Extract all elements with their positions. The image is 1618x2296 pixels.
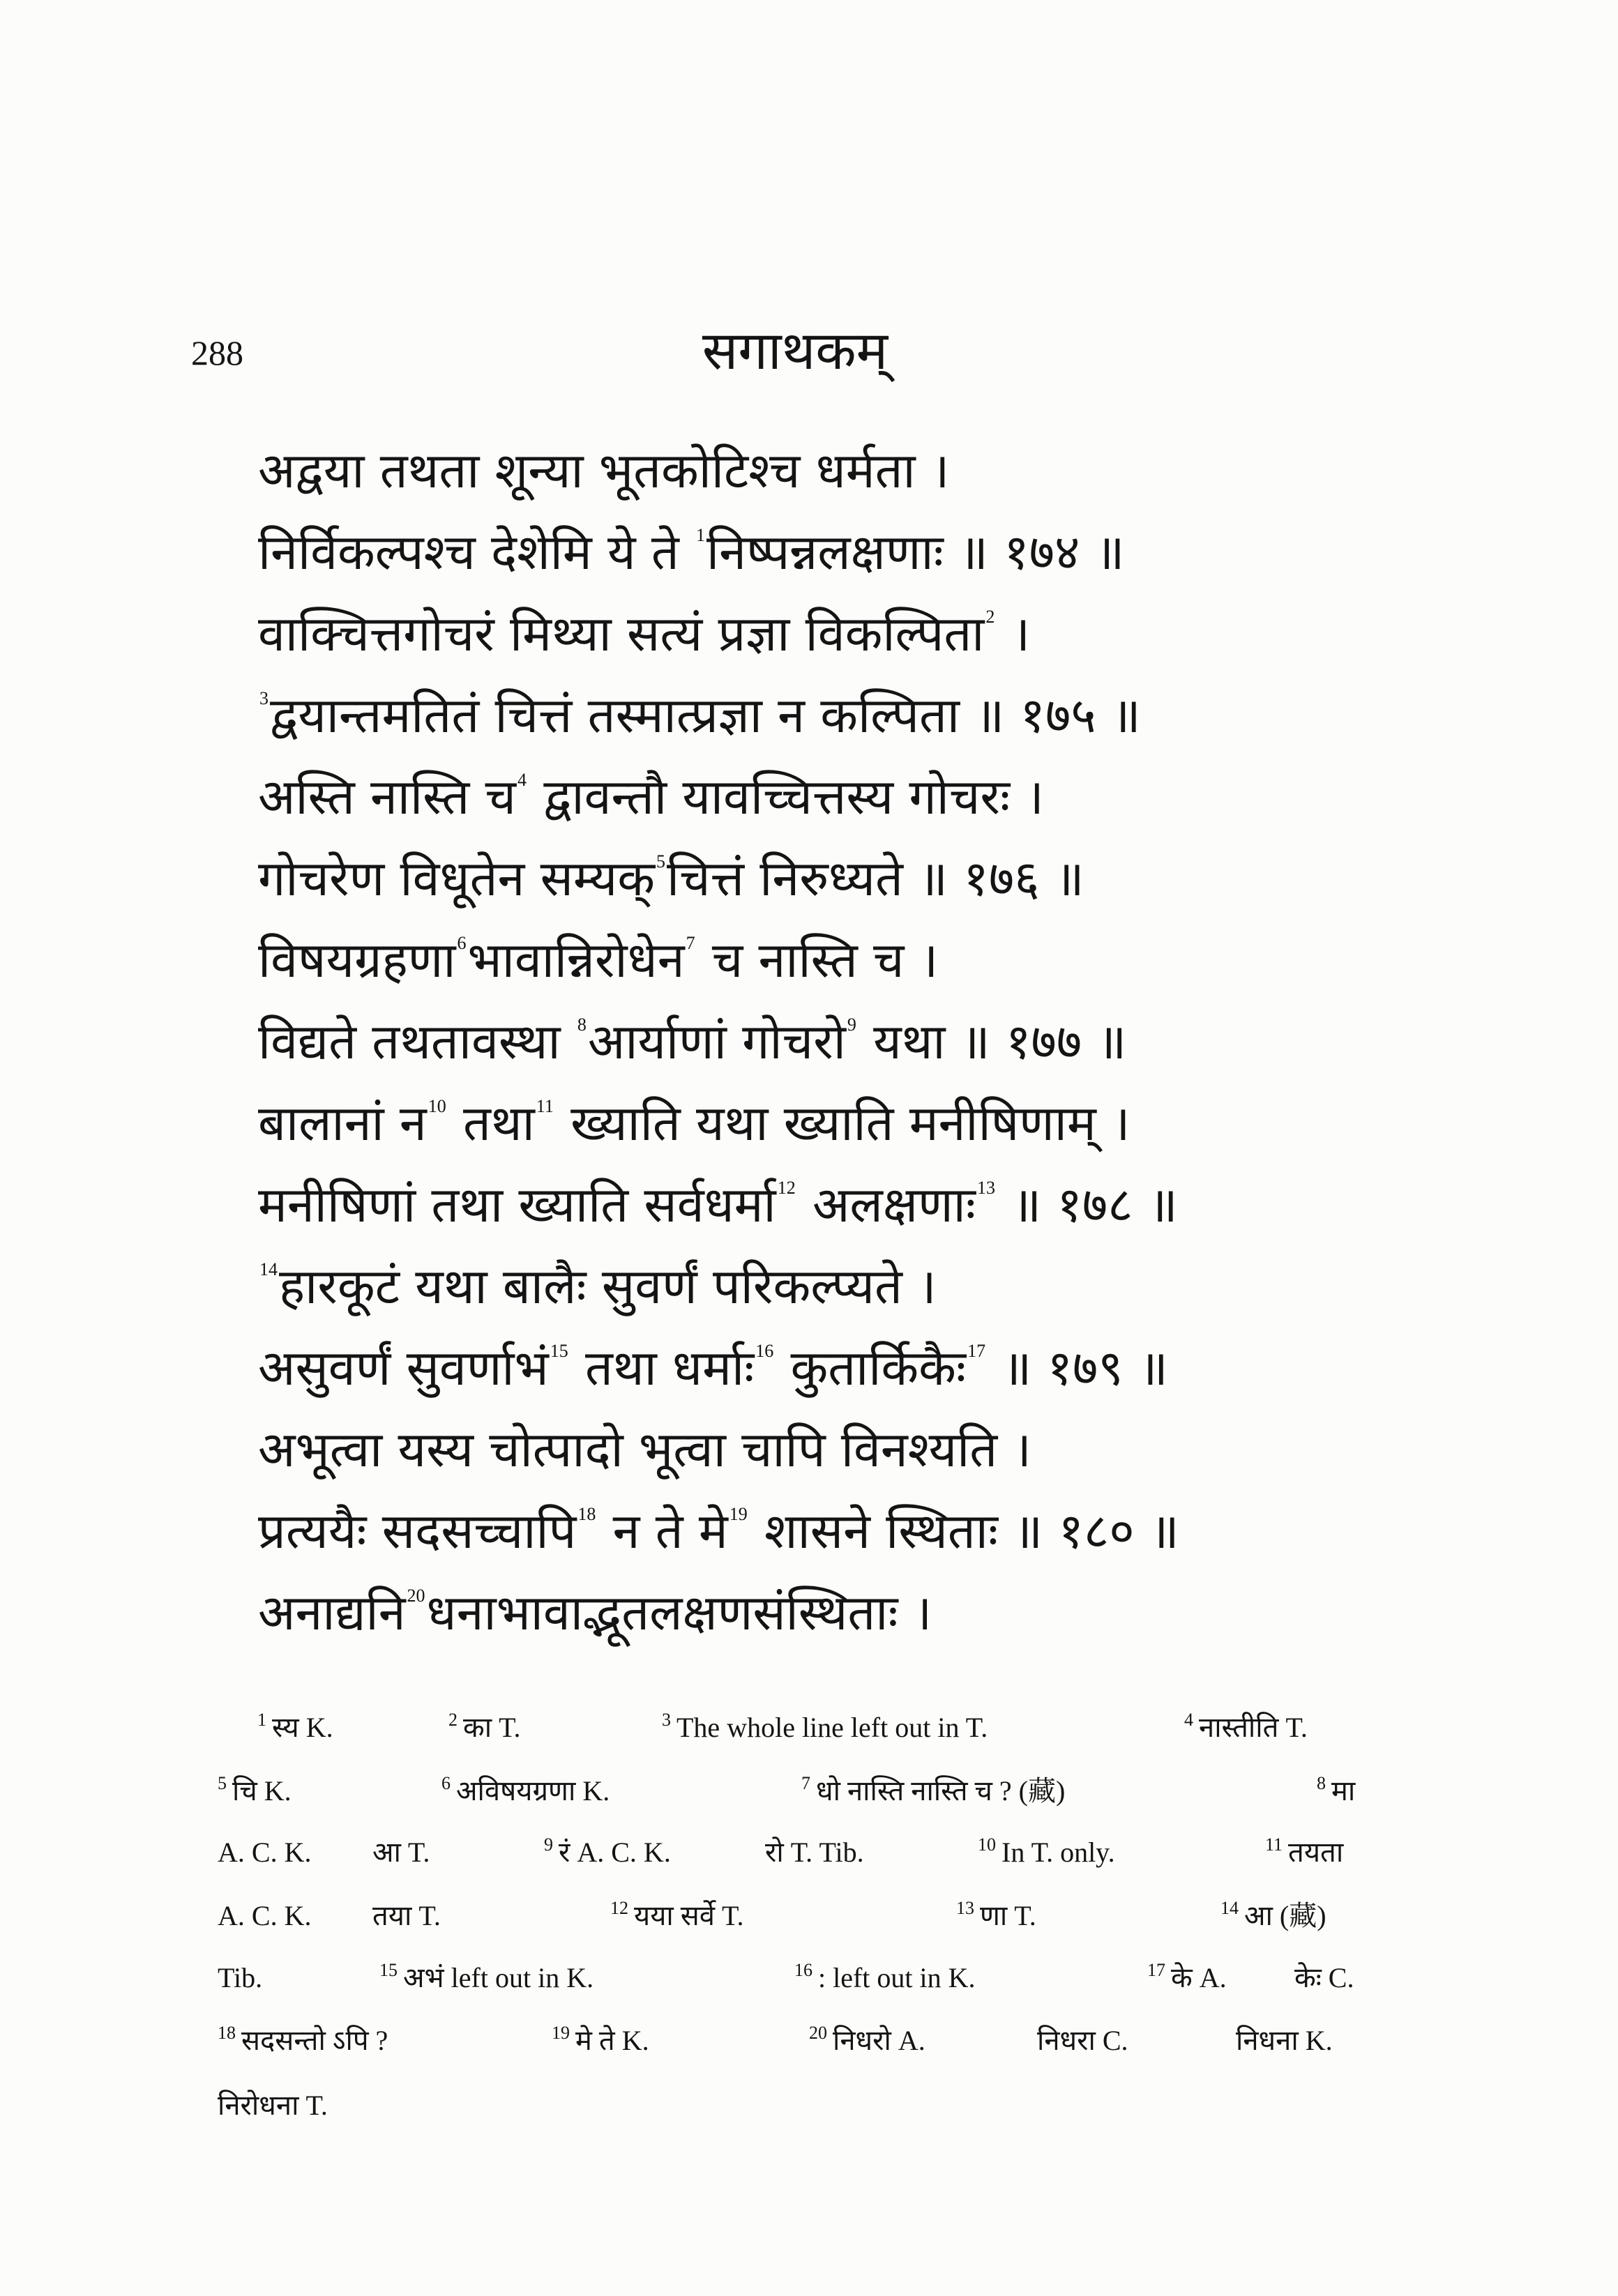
footnote-item	[1236, 2023, 1333, 2058]
footnote-number: 2	[448, 1710, 458, 1730]
footnote-text: Tib.	[218, 1962, 263, 1993]
footnote-item	[1037, 2023, 1128, 2058]
footnote-marker: 5	[656, 851, 666, 872]
page-title: सगाथकम्	[702, 319, 889, 381]
footnote-marker: 10	[428, 1096, 446, 1116]
footnote-text: का T.	[463, 1712, 521, 1743]
footnote-text: नास्तीति T.	[1199, 1712, 1308, 1743]
verse-text: शासने स्थिताः ॥ १८० ॥	[748, 1503, 1179, 1560]
verse-text: तथा	[447, 1095, 535, 1152]
footnote-text: के A.	[1171, 1962, 1227, 1993]
footnote-number: 4	[1184, 1710, 1193, 1730]
footnote-marker: 2	[985, 607, 995, 627]
verse-text: च नास्ति च ।	[696, 932, 939, 989]
verse-text: चित्तं निरुध्यते ॥ १७६ ॥	[667, 850, 1084, 907]
footnote-marker: 15	[550, 1341, 568, 1361]
footnote-text: मे ते K.	[575, 2025, 649, 2056]
verse-text: विषयग्रहणा	[258, 932, 456, 989]
verse-text: अलक्षणाः	[796, 1176, 976, 1233]
verse-text: द्वयान्तमतितं चित्तं तस्मात्प्रज्ञा न कल्पिता ॥ १७५ ॥	[270, 687, 1141, 744]
footnote-number: 15	[379, 1960, 398, 1980]
footnote-item	[372, 1899, 441, 1933]
footnote-marker: 17	[967, 1341, 986, 1361]
footnote-text: स्य K.	[272, 1712, 333, 1743]
footnote-text: In T. only.	[1001, 1837, 1115, 1868]
footnote-text: आ T.	[372, 1837, 430, 1868]
verse-text: ख्याति यथा ख्याति मनीषिणाम् ।	[554, 1095, 1131, 1152]
verse-text: द्वावन्तौ यावच्चित्तस्य गोचरः ।	[527, 768, 1044, 826]
footnote-number: 14	[1220, 1898, 1239, 1918]
footnote-number: 20	[809, 2023, 827, 2043]
verse-text: ॥ १७८ ॥	[996, 1176, 1178, 1233]
footnote-number: 16	[794, 1960, 812, 1980]
footnote-item	[1317, 1774, 1355, 1809]
footnote-text: निरोधना T.	[218, 2090, 328, 2121]
footnote-item	[218, 1835, 311, 1870]
footnote-number: 18	[218, 2023, 236, 2043]
verse-text: यथा ॥ १७७ ॥	[857, 1013, 1127, 1070]
page-number: 288	[191, 333, 243, 372]
verse-text: निर्विकल्पश्च देशेमि ये ते	[258, 524, 695, 581]
footnote-item	[765, 1835, 864, 1870]
footnote-item	[1265, 1835, 1343, 1870]
verse-text: विद्यते तथतावस्था	[258, 1013, 576, 1070]
footnote-text: केः C.	[1294, 1962, 1354, 1993]
footnote-number: 17	[1147, 1960, 1165, 1980]
footnote-text: A. C. K.	[218, 1837, 312, 1868]
footnote-item	[257, 1710, 333, 1745]
footnote-text: निधरा C.	[1037, 2025, 1128, 2056]
footnote-marker: 18	[577, 1504, 596, 1524]
footnote-item	[956, 1899, 1036, 1933]
footnote-marker: 19	[729, 1504, 748, 1524]
footnote-text: अभं left out in K.	[403, 1962, 594, 1993]
verse-text: निष्पन्नलक्षणाः ॥ १७४ ॥	[706, 524, 1125, 581]
footnote-text: रं A. C. K.	[559, 1837, 671, 1868]
footnote-item	[1147, 1961, 1227, 1995]
footnote-item	[978, 1835, 1115, 1870]
verse-text: प्रत्ययैः सदसच्चापि	[258, 1503, 577, 1560]
footnote-item	[662, 1710, 988, 1745]
verse-text: गोचरेण विधूतेन सम्यक्	[258, 850, 656, 907]
footnote-number: 10	[978, 1834, 996, 1855]
footnote-number: 3	[662, 1710, 671, 1730]
footnote-marker: 3	[259, 688, 269, 708]
footnote-text: धो नास्ति नास्ति च ? (藏)	[816, 1775, 1066, 1807]
footnote-item	[372, 1835, 430, 1870]
footnote-text: मा	[1331, 1775, 1356, 1807]
footnote-item	[218, 2023, 388, 2058]
footnote-number: 13	[956, 1898, 974, 1918]
verse-text: भावान्निरोधेन	[467, 932, 685, 989]
footnote-number: 12	[610, 1898, 628, 1918]
footnote-marker: 1	[696, 525, 706, 545]
footnote-item	[218, 1899, 311, 1933]
footnote-item	[448, 1710, 521, 1745]
verse-text: अस्ति नास्ति च	[258, 768, 516, 826]
verse-text: तथा धर्माः	[569, 1339, 755, 1397]
footnote-text: णा T.	[980, 1900, 1036, 1931]
verse-text: कुतार्किकैः	[775, 1339, 967, 1397]
verse-text: ।	[996, 605, 1031, 662]
footnote-text: निधना K.	[1236, 2025, 1333, 2056]
footnote-item	[1184, 1710, 1308, 1745]
footnote-item	[441, 1774, 610, 1809]
footnote-text: रो T. Tib.	[765, 1837, 864, 1868]
footnote-number: 6	[441, 1773, 451, 1793]
verse-text: बालानां न	[258, 1095, 427, 1152]
footnote-marker: 11	[536, 1096, 554, 1116]
footnote-text: चि K.	[232, 1775, 292, 1807]
footnote-text: अविषयग्रणा K.	[456, 1775, 610, 1807]
footnote-text: यया सर्वे T.	[634, 1900, 744, 1931]
footnote-marker: 20	[407, 1586, 425, 1606]
footnote-marker: 13	[976, 1178, 995, 1198]
verse-text: आर्याणां गोचरो	[587, 1013, 846, 1070]
footnote-text: The whole line left out in T.	[676, 1712, 988, 1743]
footnote-item	[809, 2023, 925, 2058]
verse-text: धनाभावाद्भूतलक्षणसंस्थिताः ।	[426, 1584, 932, 1641]
footnote-text: निधरो A.	[833, 2025, 925, 2056]
footnote-number: 1	[257, 1710, 266, 1730]
footnote-marker: 12	[777, 1178, 796, 1198]
footnote-number: 5	[218, 1773, 227, 1793]
footnote-item	[801, 1774, 1065, 1809]
footnote-marker: 16	[755, 1341, 774, 1361]
footnote-item	[218, 1961, 262, 1995]
footnote-text: A. C. K.	[218, 1900, 312, 1931]
footnote-number: 11	[1265, 1834, 1283, 1855]
footnote-item	[1220, 1899, 1326, 1933]
footnote-item	[544, 1835, 671, 1870]
footnote-number: 19	[552, 2023, 570, 2043]
verse-text: मनीषिणां तथा ख्याति सर्वधर्मा	[258, 1176, 776, 1233]
footnote-marker: 7	[686, 933, 695, 953]
verse-text: अद्वया तथता शून्या भूतकोटिश्च धर्मता ।	[258, 442, 950, 499]
verse-text: न ते मे	[597, 1503, 728, 1560]
footnote-text: आ (藏)	[1244, 1900, 1326, 1931]
footnote-item	[1294, 1961, 1354, 1995]
footnote-marker: 9	[847, 1014, 856, 1035]
footnote-number: 7	[801, 1773, 810, 1793]
footnote-text: सदसन्तो ऽपि ?	[241, 2025, 388, 2056]
verse-text: अभूत्वा यस्य चोत्पादो भूत्वा चापि विनश्यति ।	[258, 1421, 1031, 1478]
footnote-item	[794, 1961, 976, 1995]
footnote-text: : left out in K.	[818, 1962, 976, 1993]
verse-text: वाक्चित्तगोचरं मिथ्या सत्यं प्रज्ञा विकल्पिता	[258, 605, 985, 662]
footnote-text: तयता	[1288, 1837, 1344, 1868]
footnote-item	[379, 1961, 593, 1995]
footnote-item	[218, 2088, 328, 2123]
verse-text: अनाद्यनि	[258, 1584, 406, 1641]
footnote-marker: 4	[517, 770, 527, 790]
footnote-number: 9	[544, 1834, 553, 1855]
footnote-number: 8	[1317, 1773, 1326, 1793]
verse-text: हारकूटं यथा बालैः सुवर्णं परिकल्प्यते ।	[279, 1258, 937, 1315]
verse-text: असुवर्णं सुवर्णाभं	[258, 1339, 549, 1397]
footnote-item	[218, 1774, 292, 1809]
verse-text: ॥ १७९ ॥	[987, 1339, 1168, 1397]
footnote-item	[610, 1899, 744, 1933]
footnote-marker: 14	[259, 1259, 278, 1279]
footnote-marker: 6	[457, 933, 467, 953]
footnote-item	[552, 2023, 649, 2058]
footnote-marker: 8	[577, 1014, 587, 1035]
footnote-text: तया T.	[372, 1900, 441, 1931]
